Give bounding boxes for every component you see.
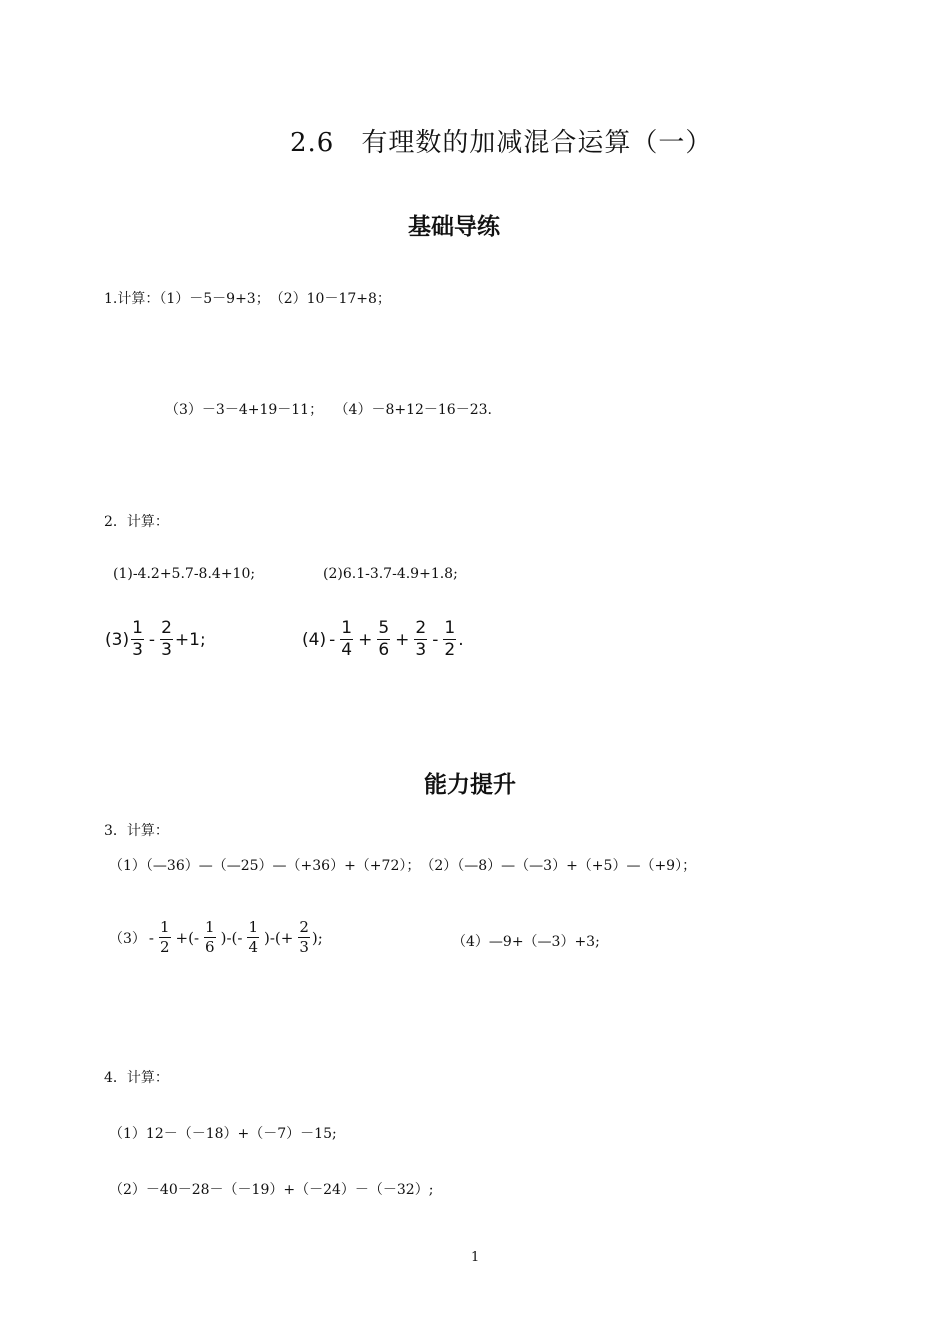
operator: +(- bbox=[175, 928, 200, 947]
question-3-part-4: （4）—9+（—3）+3; bbox=[452, 934, 600, 950]
section-heading-advanced: 能力提升 bbox=[424, 772, 516, 798]
expression-tail: . bbox=[458, 629, 464, 650]
question-4-prompt: 4．计算： bbox=[104, 1070, 169, 1086]
fraction: $\frac{1}{4}$ bbox=[248, 918, 258, 956]
operator: - bbox=[148, 928, 154, 947]
fraction: $\frac{2}{3}$ bbox=[299, 918, 309, 956]
question-3-part-3 bbox=[109, 920, 323, 955]
question-2-part-1: (1)-4.2+5.7-8.4+10; bbox=[113, 566, 256, 582]
expression-tail: ); bbox=[311, 928, 323, 947]
question-4-part-1: （1）12－（－18）+（－7）－15; bbox=[109, 1126, 337, 1142]
page-number: 1 bbox=[471, 1250, 480, 1265]
part-label: (3) bbox=[105, 629, 130, 650]
fraction: $\frac{1}{6}$ bbox=[205, 918, 215, 956]
operator: - bbox=[329, 629, 336, 650]
operator: - bbox=[432, 629, 439, 650]
operator: )-(- bbox=[220, 928, 243, 947]
question-3-prompt: 3．计算： bbox=[104, 823, 169, 839]
part-label: （3） bbox=[109, 930, 146, 947]
operator: + bbox=[358, 629, 373, 650]
fraction: $\frac{1}{2}$ bbox=[160, 918, 170, 956]
question-2-part-4 bbox=[302, 620, 464, 659]
question-2-part-3 bbox=[105, 620, 206, 659]
section-heading-basic: 基础导练 bbox=[408, 214, 500, 240]
operator: )-(+ bbox=[263, 928, 294, 947]
fraction: $\frac{2}{3}$ bbox=[415, 618, 427, 660]
question-2-part-2: (2)6.1-3.7-4.9+1.8; bbox=[323, 566, 458, 582]
fraction: $\frac{1}{3}$ bbox=[132, 618, 143, 660]
question-2-prompt: 2．计算： bbox=[104, 514, 169, 530]
fraction: $\frac{1}{2}$ bbox=[444, 618, 456, 660]
question-1-line-1: 1.计算：（1）－5－9+3； （2）10－17+8； bbox=[104, 291, 391, 307]
fraction: $\frac{5}{6}$ bbox=[378, 618, 390, 660]
part-label: (4) bbox=[302, 629, 327, 650]
question-1-line-2: （3）－3－4+19－11； （4）－8+12－16－23. bbox=[165, 402, 492, 418]
fraction: $\frac{2}{3}$ bbox=[161, 618, 172, 660]
question-4-part-2: （2）－40－28－（－19）+（－24）－（－32）; bbox=[109, 1182, 434, 1198]
expression-tail: +1; bbox=[174, 629, 206, 650]
operator: - bbox=[148, 629, 156, 650]
page-title: 2.6 有理数的加减混合运算（一） bbox=[290, 128, 713, 158]
operator: + bbox=[395, 629, 410, 650]
fraction: $\frac{1}{4}$ bbox=[341, 618, 353, 660]
question-3-line-1: （1）（—36）—（—25）—（+36）+（+72）； （2）（—8）—（—3）+（+5）—（+9）； bbox=[109, 858, 697, 874]
